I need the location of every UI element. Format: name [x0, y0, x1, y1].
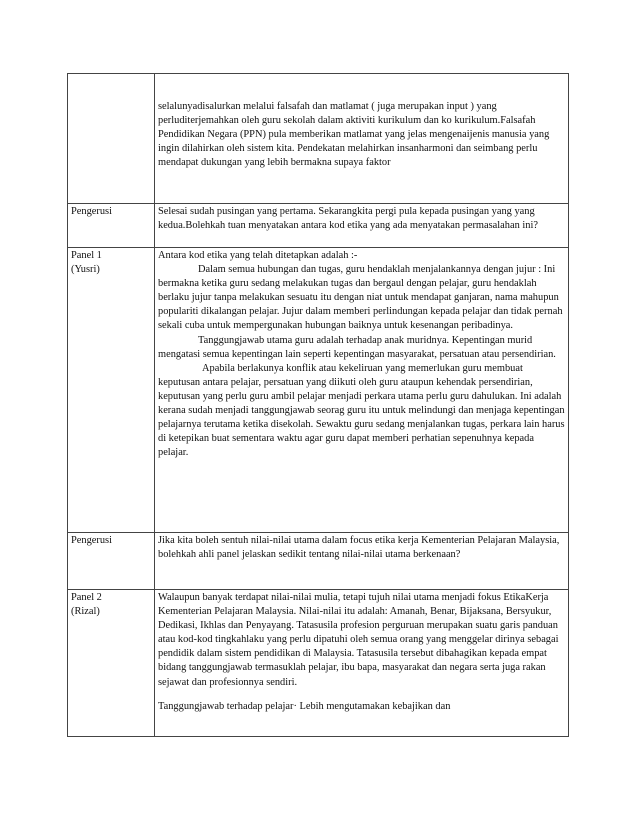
paragraph: Walaupun banyak terdapat nilai-nilai mulia, tetapi tujuh nilai utama menjadi fokus EtikaKerja Kementerian Pelajaran Malaysia. Nilai-nilai itu adalah: Amanah, Benar, Bijaksana, Bersyukur, Dedikasi, Ikhlas dan Penyayang. Tatasusila profesion perguruan merupakan suatu garis panduan atau kod-kod tingkahlaku yang perlu dipatuhi oleh semua orang yang menggelar dirinya sebagai pendidik dalam sistem pendidikan di Malaysia. Tatasusila tersebut dibahagikan kepada empat bidang tanggungjawab termasuklah pelajar, ibu bapa, masyarakat dan negara serta juga rakan sejawat dan profesionnya sendiri.: [158, 592, 559, 688]
speaker-name: (Rizal): [71, 606, 100, 618]
speaker-cell: [68, 74, 155, 204]
speaker-label: Panel 2: [71, 592, 102, 603]
table-row: [68, 248, 569, 533]
table-row: [68, 533, 569, 590]
paragraph: selalunyadisalurkan melalui falsafah dan matlamat ( juga merupakan input ) yang perluditerjemahkan oleh guru sekolah dalam aktiviti kurikulum dan ko kurikulum.Falsafah Pendidikan Negara (PPN) pula memberikan matlamat yang jelas mengenaijenis manusia yang ingin dilahirkan oleh sistem kita. Pendekatan melahirkan insanharmoni dan seimbang perlu mendapat dukungan yang lebih bermakna supaya faktor: [158, 101, 550, 169]
paragraph: Tanggungjawab utama guru adalah terhadap anak muridnya. Kepentingan murid mengatasi semua kepentingan lain seperti kepentingan masyarakat, persatuan atau persendirian.: [158, 334, 556, 360]
speaker-cell: [68, 533, 155, 590]
table-row: [68, 590, 569, 737]
content-cell: [155, 204, 569, 248]
table-row: [68, 74, 569, 204]
spacer: [158, 690, 565, 700]
document-table: [67, 73, 569, 737]
paragraph: Tanggungjawab terhadap pelajar· Lebih mengutamakan kebajikan dan: [158, 700, 451, 712]
speaker-label: Pengerusi: [71, 206, 112, 217]
speaker-cell: [68, 204, 155, 248]
paragraph: Jika kita boleh sentuh nilai-nilai utama dalam focus etika kerja Kementerian Pelajaran Malaysia, bolehkah ahli panel jelaskan sedikit tentang nilai-nilai utama berkenaan?: [158, 535, 560, 561]
table-row: [68, 204, 569, 248]
content-cell: [155, 590, 569, 737]
paragraph: Selesai sudah pusingan yang pertama. Sekarangkita pergi pula kepada pusingan yang yang kedua.Bolehkah tuan menyatakan antara kod etika yang ada menyatakan permasalahan ini?: [158, 206, 538, 232]
content-cell: [155, 533, 569, 590]
content-cell: [155, 248, 569, 533]
speaker-cell: [68, 248, 155, 533]
paragraph: Antara kod etika yang telah ditetapkan adalah :-: [158, 250, 358, 261]
content-cell: [155, 74, 569, 204]
speaker-label: Pengerusi: [71, 535, 112, 546]
speaker-label: Panel 1: [71, 250, 102, 261]
paragraph: Dalam semua hubungan dan tugas, guru hendaklah menjalankannya dengan jujur : Ini bermakna ketika guru sedang melakukan tugas dan bergaul dengan pelajar, guru hendaklah berlaku jujur tanpa melakukan sesuatu itu dengan niat untuk mendapat ganjaran, nama mahupun populariti dikalangan pelajar. Jujur dalam memberi perlindungan kepada pelajar dan tidak pernah sekali cuba untuk mempergunakan hubungan baiknya untuk kesenangan peribadinya.: [158, 264, 563, 332]
speaker-cell: [68, 590, 155, 737]
speaker-name: (Yusri): [71, 264, 100, 276]
paragraph: Apabila berlakunya konflik atau kekeliruan yang memerlukan guru membuat keputusan antara pelajar, persatuan yang diikuti oleh guru ataupun kehendak persendirian, keputusan yang perlu guru ambil pelajar menjadi perkara utama perlu guru dahulukan. Ini adalah kerana sudah menjadi tanggungjawab seorag guru itu untuk melindungi dan menjaga kepentingan pelajarnya terutama ketika disekolah. Sewaktu guru sedang menjalankan tugas, perkara lain harus di ketepikan buat sementara waktu agar guru dapat memberi perhatian sepenuhnya kepada pelajar.: [158, 362, 565, 459]
